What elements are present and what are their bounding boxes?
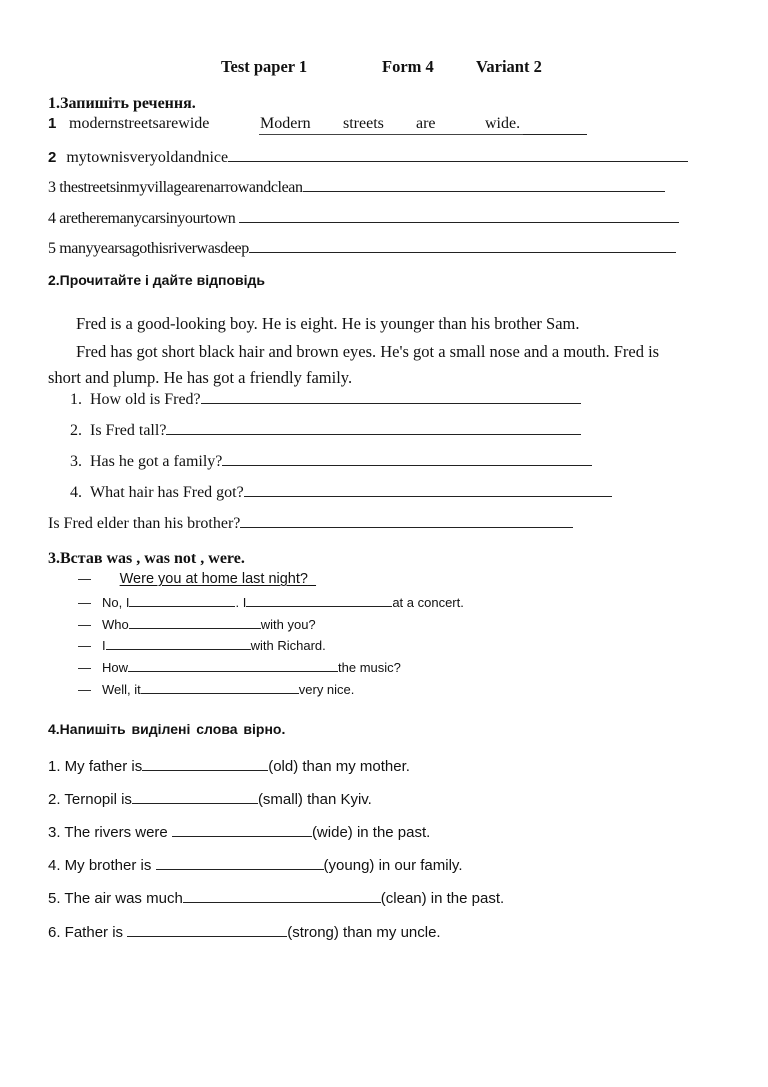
reading-paragraph-1: Fred is a good-looking boy. He is eight. He is younger than his brother Sam. [76, 314, 580, 333]
line-text: No, I [102, 595, 130, 610]
dash: — [78, 617, 91, 632]
line-text: with you? [260, 617, 316, 632]
reading-paragraph-2-line-2: short and plump. He has got a friendly family. [48, 368, 353, 387]
exercise-item-6 [48, 923, 441, 941]
line-text: . I [235, 595, 247, 610]
answer-blank[interactable] [142, 757, 268, 771]
answer-blank[interactable] [239, 208, 679, 223]
answer-blank[interactable] [183, 889, 381, 903]
line-text: with Richard. [250, 638, 326, 653]
line-text: very nice. [298, 682, 355, 697]
variant-label: Variant 2 [476, 57, 542, 76]
section4-heading: 4.Напишіть виділені слова вірно. [48, 721, 286, 737]
answer-word: Modern [260, 115, 311, 132]
line-text: Well, it [102, 682, 141, 697]
question-text: What hair has Fred got? [90, 484, 244, 501]
dash: — [78, 595, 91, 610]
item-number: 3 [48, 179, 56, 196]
answer-blank[interactable] [172, 823, 312, 837]
line-text: at a concert. [392, 595, 464, 610]
line-text: the music? [338, 660, 401, 675]
section1-item-3 [48, 177, 665, 197]
item-number: 2 [48, 149, 57, 166]
answer-blank[interactable] [303, 177, 665, 192]
line-text: I [102, 638, 106, 653]
question-text: How old is Fred? [90, 391, 201, 408]
dialog-line-5 [78, 682, 354, 697]
exercise-item-1 [48, 757, 410, 775]
dash: — [78, 682, 91, 697]
example-sentence [120, 571, 316, 587]
item-text: (young) in our family. [323, 857, 463, 874]
answer-word: wide. [485, 115, 521, 132]
answer-blank[interactable] [141, 682, 299, 694]
example-text: Were you at home last night? [119, 571, 308, 587]
item-number: 1 [48, 115, 57, 132]
item-text: 2. Ternopil is [48, 791, 132, 808]
item-text: 3. The rivers were [48, 824, 172, 841]
answer-blank[interactable] [166, 420, 581, 435]
question-number: 1. [70, 391, 82, 408]
question-text: Is Fred tall? [90, 422, 167, 439]
scrambled-text: aretheremanycarsinyourtown [59, 210, 236, 227]
scrambled-text: thestreetsinmyvillagearenarrowandclean [59, 179, 303, 196]
answer-blank[interactable] [240, 513, 573, 528]
question-2 [70, 420, 581, 440]
reading-paragraph-2-line-1: Fred has got short black hair and brown eyes. He's got a small nose and a mouth. Fred is [76, 342, 660, 361]
dialog-line-1 [78, 595, 464, 610]
section1-item-2 [48, 147, 688, 167]
form-label: Form 4 [382, 57, 434, 76]
dialog-line-4 [78, 660, 401, 675]
answer-blank[interactable] [132, 790, 258, 804]
item-text: 4. My brother is [48, 857, 156, 874]
section1-heading: 1.Запишіть речення. [48, 95, 196, 112]
question-number: 3. [70, 453, 82, 470]
test-paper-label: Test paper 1 [221, 57, 308, 76]
answer-blank[interactable] [129, 617, 261, 629]
exercise-item-5 [48, 889, 504, 907]
answer-blank[interactable] [249, 238, 676, 253]
question-extra [48, 513, 573, 533]
line-text: How [102, 660, 129, 675]
answer-blank[interactable] [228, 147, 688, 162]
document-header [0, 57, 768, 79]
question-3 [70, 451, 592, 471]
dash: — [78, 660, 91, 675]
dialog-line-2 [78, 617, 316, 632]
item-text: 5. The air was much [48, 890, 183, 907]
section1-item-4 [48, 208, 679, 228]
question-number: 2. [70, 422, 82, 439]
item-text: (small) than Kyiv. [257, 791, 372, 808]
item-text: (old) than my mother. [268, 758, 410, 775]
item-text: 1. My father is [48, 758, 143, 775]
section2-heading: 2.Прочитайте і дайте відповідь [48, 272, 265, 288]
dialog-line-3 [78, 638, 326, 653]
item-number: 4 [48, 210, 56, 227]
item-text: (strong) than my uncle. [287, 924, 441, 941]
dash: — [78, 638, 91, 653]
section1-item-1 [48, 115, 748, 133]
dash: — [78, 571, 91, 586]
answer-blank[interactable] [222, 451, 592, 466]
answer-word: streets [343, 115, 384, 132]
answer-word: are [416, 115, 436, 132]
section3-heading: 3.Встав was , was not , were. [48, 550, 245, 567]
question-text: Has he got a family? [90, 453, 223, 470]
exercise-item-2 [48, 790, 372, 808]
section1-item-5 [48, 238, 676, 258]
item-number: 5 [48, 240, 56, 257]
item-text: (clean) in the past. [380, 890, 505, 907]
answer-blank[interactable] [127, 923, 287, 937]
scrambled-text: modernstreetsarewide [69, 115, 210, 132]
answer-blank[interactable] [156, 856, 324, 870]
scrambled-text: mytownisveryoldandnice [66, 149, 229, 166]
item-text: (wide) in the past. [311, 824, 431, 841]
item-text: 6. Father is [48, 924, 128, 941]
question-text: Is Fred elder than his brother? [48, 515, 241, 532]
question-number: 4. [70, 484, 82, 501]
answer-blank[interactable] [106, 638, 251, 650]
answer-blank[interactable] [201, 389, 581, 404]
question-1 [70, 389, 581, 409]
question-4 [70, 482, 612, 502]
answer-blank[interactable] [128, 660, 338, 672]
answer-blank[interactable] [244, 482, 612, 497]
exercise-item-4 [48, 856, 463, 874]
dialog-example [78, 571, 316, 587]
answer-blank[interactable] [129, 595, 235, 607]
answer-blank[interactable] [246, 595, 392, 607]
answer-blank[interactable] [523, 115, 587, 135]
line-text: Who [102, 617, 129, 632]
exercise-item-3 [48, 823, 430, 841]
scrambled-text: manyyearsagothisriverwasdeep [59, 240, 249, 257]
